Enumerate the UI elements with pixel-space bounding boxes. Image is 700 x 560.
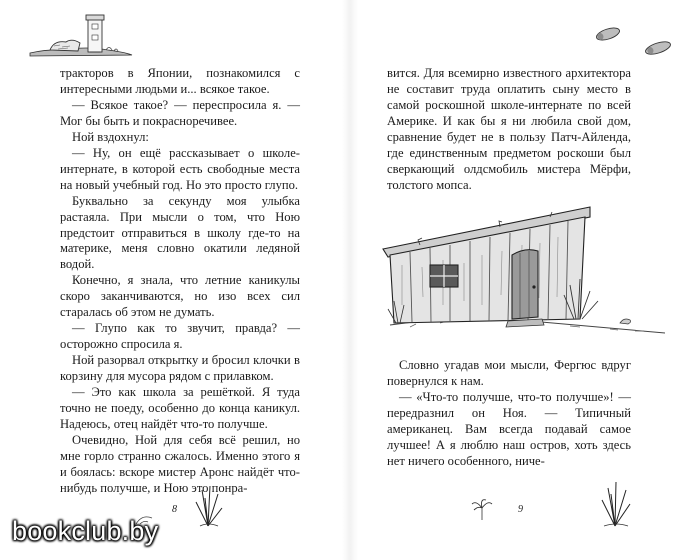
paragraph: — «Что-то получше, что-то получше»! — передразнил он Ноя. — Типичный американец. Вам всегда подавай самое лучшее! А я люблю наш остров, хоть здесь нет ничего особенного, ниче- [387,389,631,468]
wooden-shed-illustration [380,205,670,345]
paragraph: Буквально за секунду моя улыбка растаяла. При мысли о том, что Ною предстоит отправиться в школу где-то на материке, меня словно окатили ледяной водой. [60,193,300,272]
paragraph: Ной разорвал открытку и бросил клочки в корзину для мусора рядом с прилавком. [60,353,300,384]
paragraph: тракторов в Японии, познакомился с интересными людьми и... всякое такое. [60,66,300,96]
watermark: bookclub.by [12,516,159,546]
paragraph: Ной вздохнул: [72,129,149,144]
paragraph: — Ну, он ещё рассказывает о школе-интернате, в которой есть свободные места на новый учебный год. Но это просто глупо. [60,145,300,192]
page-number: 8 [172,504,177,515]
footprints-illustration [588,22,688,62]
paragraph: Словно угадав мои мысли, Фергюс вдруг повернулся к нам. [387,358,631,388]
paragraph: Конечно, я знала, что летние каникулы скоро заканчиваются, но изо всех сил старалась об этом не думать. [60,273,300,320]
right-page-body-top [387,66,631,194]
paragraph: вится. Для всемирно известного архитектора не составит труда оплатить сыну место в самой роскошной школе-интернате по всей Америке. И как бы я ни любила свой дом, сравнение будет не в пользу Патч-Айленда, где единственным предметом роскоши был сверкающий олдсмобиль мистера Мёрфи, толстого мопса. [387,66,631,192]
lighthouse-illustration [28,10,138,60]
grass-ornament-right [430,470,650,530]
page-number: 9 [518,504,523,515]
paragraph: — Глупо как то звучит, правда? — осторожно спросила я. [60,321,300,352]
left-page-body [60,66,300,497]
paragraph: Очевидно, Ной для себя всё решил, но мне горло странно сжалось. Именно этого я и боялась: вскоре мистер Аронс найдёт что-нибудь получше, и Ною это понра- [60,432,300,495]
paragraph: — Это как школа за решёткой. Я туда точно не поеду, особенно до конца каникул. Надеюсь, отец найдёт что-то получше. [60,385,300,431]
right-page [350,0,700,560]
right-page-body-bottom [387,358,631,470]
paragraph: — Всякое такое? — переспросила я. — Мог бы быть и покрасноречивее. [60,97,300,128]
